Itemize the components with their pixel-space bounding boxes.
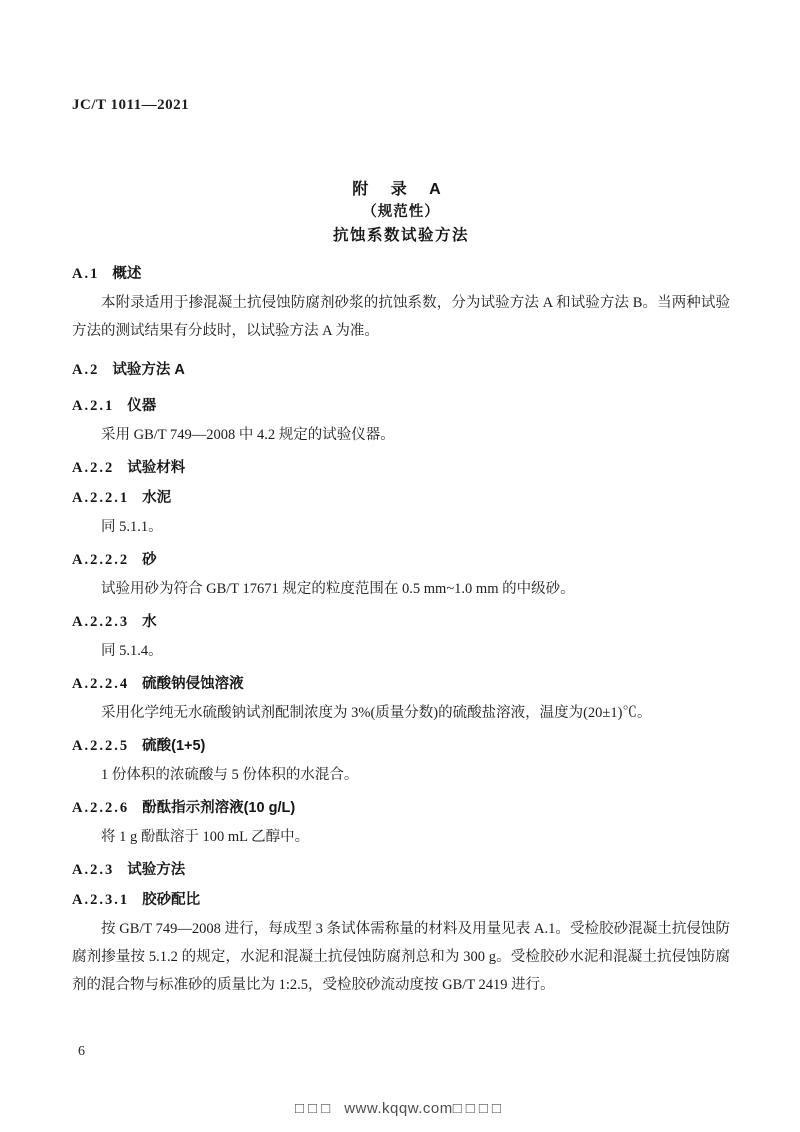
section-heading-a23 [72, 859, 730, 881]
section-number: A.2.2.1 [72, 490, 130, 506]
body-paragraph: 试验用砂为符合 GB/T 17671 规定的粒度范围在 0.5 mm~1.0 mm 的中级砂。 [101, 581, 575, 597]
section-number: A.2.3 [72, 862, 115, 878]
section-heading-a1 [72, 263, 730, 285]
section-heading-a225 [72, 735, 730, 757]
section-heading-a224 [72, 673, 730, 695]
section-heading-a222 [72, 549, 730, 571]
section-heading-a223 [72, 611, 730, 633]
body-paragraph: 1 份体积的浓硫酸与 5 份体积的水混合。 [101, 767, 359, 783]
section-number: A.2.2 [72, 460, 115, 476]
section-title: 酚酞指示剂溶液(10 g/L) [142, 800, 296, 816]
section-number: A.2.2.3 [72, 614, 130, 630]
body-paragraph: 同 5.1.4。 [101, 643, 163, 659]
section-title: 砂 [142, 552, 157, 568]
section-number: A.2 [72, 362, 100, 378]
standard-number-header: JC/T 1011—2021 [72, 97, 190, 113]
appendix-subject-title: 抗蚀系数试验方法 [332, 227, 469, 244]
section-heading-a2 [72, 359, 730, 381]
watermark [0, 1100, 800, 1117]
body-paragraph: 按 GB/T 749—2008 进行，每成型 3 条试体需称量的材料及用量见表 A.1。受检胶砂混凝土抗侵蚀防腐剂掺量按 5.1.2 的规定，水泥和混凝土抗侵蚀防腐剂总和为 300 g。受检胶砂水泥和混凝土抗侵蚀防腐剂的混合物与标准砂的质量比为 1:2.5，受检胶砂流动度按 GB/T 2419 进行。 [72, 921, 730, 993]
section-number: A.2.1 [72, 398, 115, 414]
section-title: 试验材料 [127, 460, 186, 476]
section-number: A.2.2.6 [72, 800, 130, 816]
section-title: 仪器 [127, 398, 157, 414]
section-title: 试验方法 A [112, 362, 185, 378]
sections-container [72, 263, 730, 999]
section-title: 硫酸(1+5) [142, 738, 206, 754]
watermark-missing-glyphs-left: □□□ [295, 1100, 335, 1117]
body-paragraph: 采用 GB/T 749—2008 中 4.2 规定的试验仪器。 [101, 427, 395, 443]
section-heading-a231 [72, 889, 730, 911]
section-number: A.2.2.2 [72, 552, 130, 568]
section-heading-a226 [72, 797, 730, 819]
watermark-missing-glyphs-right: □□□□ [452, 1100, 505, 1117]
body-paragraph: 本附录适用于掺混凝土抗侵蚀防腐剂砂浆的抗蚀系数，分为试验方法 A 和试验方法 B。当两种试验方法的测试结果有分歧时，以试验方法 A 为准。 [72, 295, 730, 339]
section-heading-a221 [72, 487, 730, 509]
section-number: A.1 [72, 266, 100, 282]
watermark-url: www.kqqw.com [344, 1100, 453, 1117]
section-heading-a21 [72, 395, 730, 417]
section-heading-a22 [72, 457, 730, 479]
appendix-normative-label: （规范性） [362, 204, 440, 220]
page-content [72, 94, 730, 1003]
section-title: 硫酸钠侵蚀溶液 [142, 676, 244, 692]
section-number: A.2.2.5 [72, 738, 130, 754]
body-paragraph: 同 5.1.1。 [101, 519, 163, 535]
body-paragraph: 将 1 g 酚酞溶于 100 mL 乙醇中。 [101, 829, 310, 845]
page-number: 6 [78, 1044, 85, 1059]
appendix-title-block [72, 178, 730, 247]
section-title: 水 [142, 614, 157, 630]
section-number: A.2.3.1 [72, 892, 130, 908]
section-number: A.2.2.4 [72, 676, 130, 692]
section-title: 试验方法 [127, 862, 186, 878]
section-title: 胶砂配比 [142, 892, 201, 908]
appendix-title: 附 录 A [352, 181, 450, 198]
body-paragraph: 采用化学纯无水硫酸钠试剂配制浓度为 3%(质量分数)的硫酸盐溶液，温度为(20±1)℃。 [101, 705, 652, 721]
section-title: 概述 [112, 266, 142, 282]
section-title: 水泥 [142, 490, 172, 506]
